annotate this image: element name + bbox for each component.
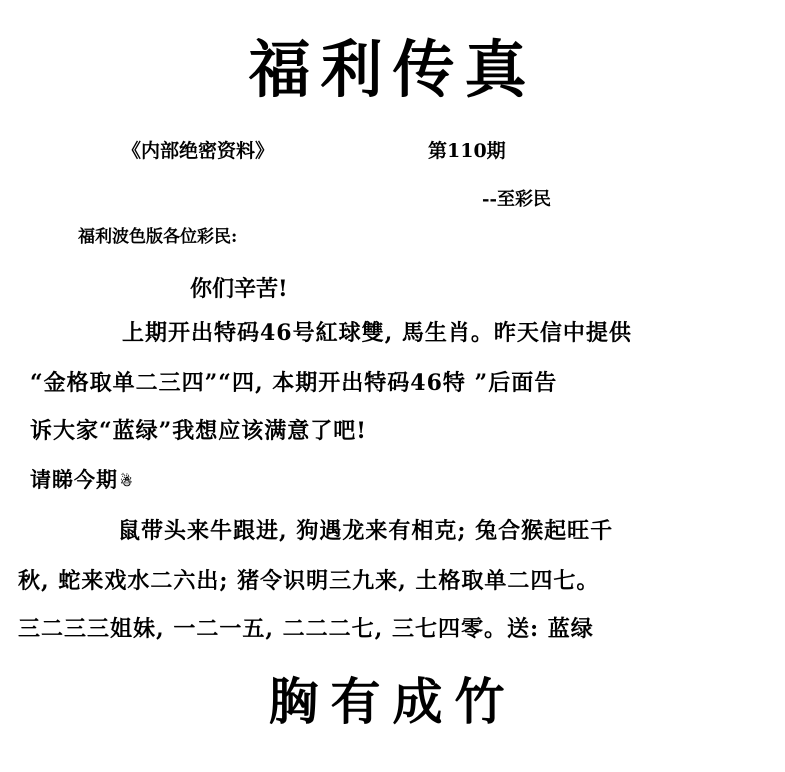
body-line-7: 三二三三姐妹, 一二一五, 二二二七, 三七四零。送: 蓝绿 [18, 616, 594, 642]
issue-number: 第110期 [428, 140, 506, 162]
body-line-4-text: 请睇今期 [30, 467, 118, 492]
body-line-6: 秋, 蛇来戏水二六出; 猪令识明三九来, 土格取单二四七。 [18, 568, 600, 594]
recipient-line: --至彩民 [482, 189, 551, 210]
salutation: 福利波色版各位彩民: [78, 227, 238, 247]
body-line-1: 上期开出特码46号紅球雙, 馬生肖。昨天信中提供 [122, 320, 632, 346]
body-line-3: 诉大家“蓝绿”我想应该满意了吧! [30, 418, 367, 444]
document-title: 福利传真 [248, 33, 537, 106]
greeting: 你们辛苦! [190, 276, 288, 302]
body-line-5: 鼠带头来牛跟进, 狗遇龙来有相克; 兔合猴起旺千 [118, 518, 614, 544]
material-label: 《内部绝密资料》 [122, 140, 275, 162]
body-line-4 [30, 464, 134, 494]
doodle-icon: ☃ [120, 473, 134, 490]
footer-phrase: 胸有成竹 [268, 672, 517, 731]
body-line-2: “金格取单二三四”“四, 本期开出特码46特 ”后面告 [30, 370, 558, 396]
